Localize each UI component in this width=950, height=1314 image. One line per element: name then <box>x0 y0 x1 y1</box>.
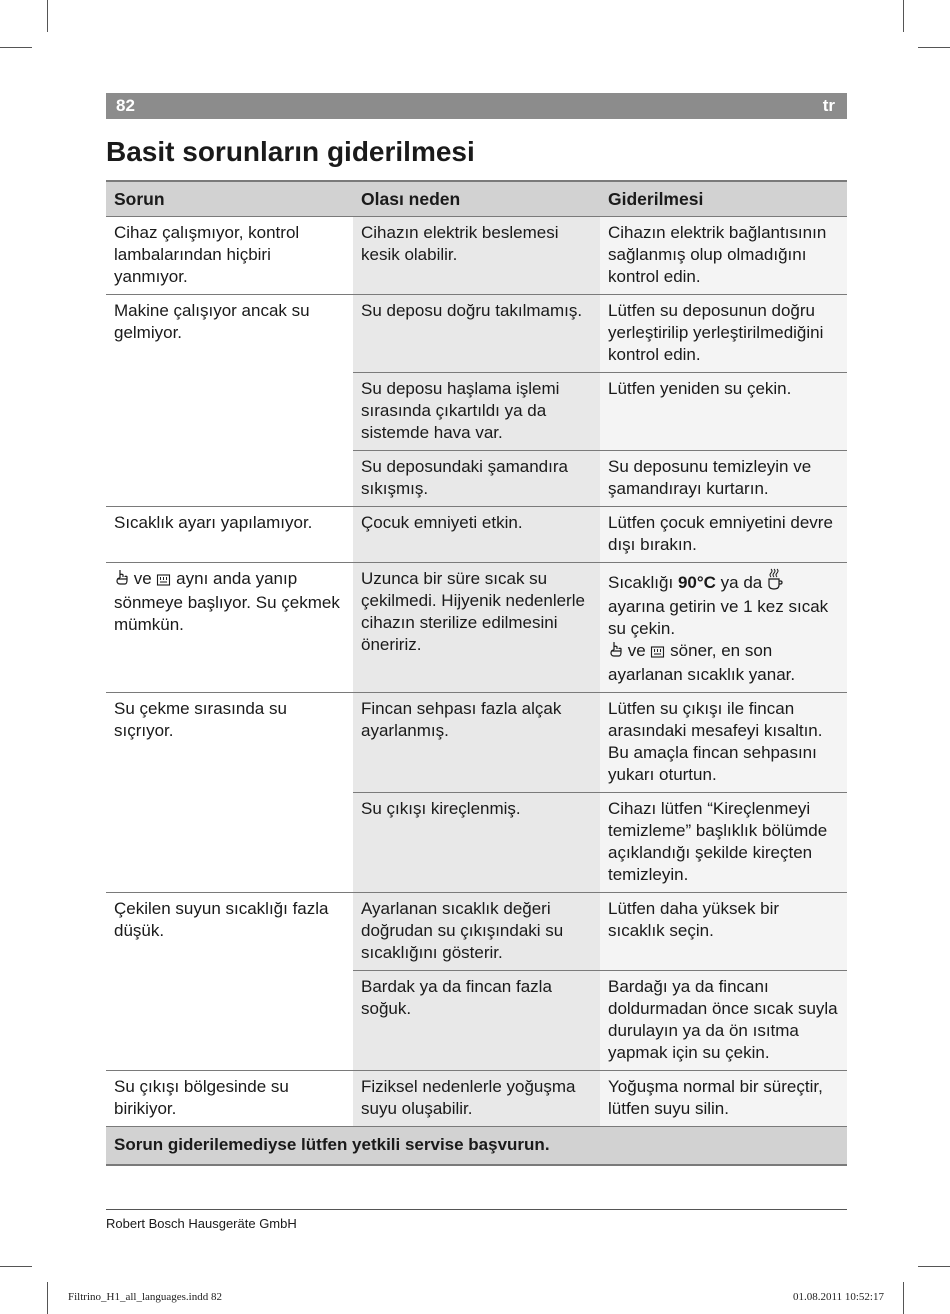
table-row <box>106 563 847 693</box>
language-code: tr <box>822 96 835 115</box>
crop-mark <box>47 1282 48 1314</box>
problem-cell <box>106 563 353 693</box>
remedy-text-a: Sıcaklığı <box>608 573 674 592</box>
problem-cell: Su çekme sırasında su sıçrıyor. <box>106 693 353 893</box>
service-note: Sorun giderilemediyse lütfen yetkili servise başvurun. <box>106 1127 847 1166</box>
page-number: 82 <box>116 96 135 115</box>
cause-cell: Su deposundaki şamandıra sıkışmış. <box>353 451 600 507</box>
table-row <box>106 295 847 373</box>
print-slug-file: Filtrino_H1_all_languages.indd 82 <box>68 1291 222 1303</box>
cause-cell: Su deposu haşlama işlemi sırasında çıkartıldı ya da sistemde hava var. <box>353 373 600 451</box>
remedy-text-c: ayarına getirin ve 1 kez sıcak su çekin. <box>608 597 829 638</box>
steaming-cup-icon <box>767 568 783 596</box>
cause-cell: Su çıkışı kireçlenmiş. <box>353 793 600 893</box>
page-header-bar <box>106 93 847 119</box>
crop-mark <box>903 0 904 32</box>
remedy-cell: Cihazın elektrik bağlantısının sağlanmış olup olmadığını kontrol edin. <box>600 217 847 295</box>
column-header-neden: Olası neden <box>353 181 600 217</box>
crop-mark <box>918 1266 950 1267</box>
company-name: Robert Bosch Hausgeräte GmbH <box>106 1216 297 1231</box>
problem-text: aynı anda yanıp sönmeye başlıyor. Su çekmek mümkün. <box>114 569 340 634</box>
table-header-row <box>106 181 847 217</box>
table-row <box>106 1071 847 1127</box>
remedy-cell: Cihazı lütfen “Kireçlenmeyi temizleme” başlıklık bölümde açıklandığı şekilde kireçten temizleyin. <box>600 793 847 893</box>
remedy-cell: Lütfen yeniden su çekin. <box>600 373 847 451</box>
and-word: ve <box>133 569 152 588</box>
crop-mark <box>0 1266 32 1267</box>
cause-cell: Cihazın elektrik beslemesi kesik olabilir. <box>353 217 600 295</box>
hand-touch-icon <box>114 569 129 592</box>
remedy-cell: Bardağı ya da fincanı doldurmadan önce sıcak suyla durulayın ya da ön ısıtma yapmak için su çekin. <box>600 971 847 1071</box>
problem-cell: Su çıkışı bölgesinde su birikiyor. <box>106 1071 353 1127</box>
crop-mark <box>918 47 950 48</box>
and-word: ve <box>627 641 646 660</box>
sterilize-icon <box>156 570 171 592</box>
remedy-cell <box>600 563 847 693</box>
hand-touch-icon <box>608 641 623 664</box>
cause-cell: Uzunca bir süre sıcak su çekilmedi. Hijyenik nedenlerle cihazın sterilize edilmesini öneririz. <box>353 563 600 693</box>
troubleshooting-table <box>106 180 847 1166</box>
remedy-cell: Lütfen daha yüksek bir sıcaklık seçin. <box>600 893 847 971</box>
crop-mark <box>47 0 48 32</box>
table-row <box>106 217 847 295</box>
remedy-cell: Yoğuşma normal bir süreçtir, lütfen suyu silin. <box>600 1071 847 1127</box>
remedy-text-d: söner, en son ayarlanan sıcaklık yanar. <box>608 641 796 684</box>
crop-mark <box>0 47 32 48</box>
remedy-cell: Lütfen çocuk emniyetini devre dışı bırakın. <box>600 507 847 563</box>
problem-cell: Cihaz çalışmıyor, kontrol lambalarından hiçbiri yanmıyor. <box>106 217 353 295</box>
page-title: Basit sorunların giderilmesi <box>106 136 475 167</box>
cause-cell: Fincan sehpası fazla alçak ayarlanmış. <box>353 693 600 793</box>
table-row <box>106 507 847 563</box>
print-slug-datetime: 01.08.2011 10:52:17 <box>793 1291 884 1303</box>
remedy-cell: Su deposunu temizleyin ve şamandırayı kurtarın. <box>600 451 847 507</box>
table-footer-row <box>106 1127 847 1166</box>
problem-cell: Çekilen suyun sıcaklığı fazla düşük. <box>106 893 353 1071</box>
footer-divider <box>106 1209 847 1210</box>
sterilize-icon <box>650 642 665 664</box>
remedy-cell: Lütfen su çıkışı ile fincan arasındaki mesafeyi kısaltın. Bu amaçla fincan sehpasını yukarı oturtun. <box>600 693 847 793</box>
cause-cell: Su deposu doğru takılmamış. <box>353 295 600 373</box>
column-header-giderilmesi: Giderilmesi <box>600 181 847 217</box>
cause-cell: Bardak ya da fincan fazla soğuk. <box>353 971 600 1071</box>
table-row <box>106 893 847 971</box>
column-header-sorun: Sorun <box>106 181 353 217</box>
cause-cell: Fiziksel nedenlerle yoğuşma suyu oluşabilir. <box>353 1071 600 1127</box>
table-row <box>106 693 847 793</box>
cause-cell: Ayarlanan sıcaklık değeri doğrudan su çıkışındaki su sıcaklığını gösterir. <box>353 893 600 971</box>
temperature-value: 90°C <box>677 573 716 592</box>
cause-cell: Çocuk emniyeti etkin. <box>353 507 600 563</box>
crop-mark <box>903 1282 904 1314</box>
problem-cell: Makine çalışıyor ancak su gelmiyor. <box>106 295 353 507</box>
remedy-cell: Lütfen su deposunun doğru yerleştirilip yerleştirilmediğini kontrol edin. <box>600 295 847 373</box>
remedy-text-b: ya da <box>720 573 763 592</box>
problem-cell: Sıcaklık ayarı yapılamıyor. <box>106 507 353 563</box>
